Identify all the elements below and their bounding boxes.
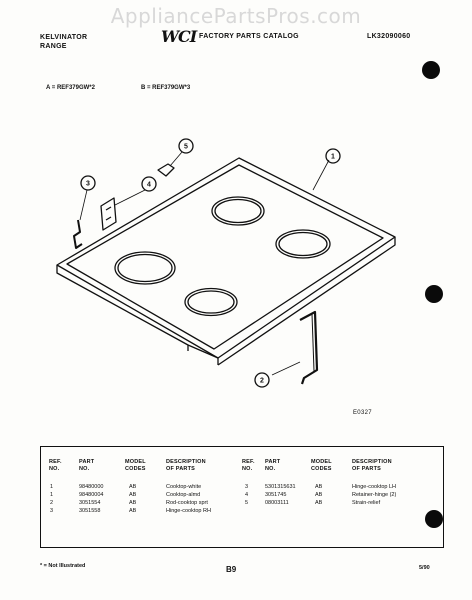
hinge-cooktop-part [74,220,82,248]
callout-label-4: 4 [147,181,151,189]
burner-opening-rear-left [212,197,264,225]
burner-opening-front-left [115,252,175,284]
leader-line-1 [313,160,329,190]
burner-opening-front-right-rim [188,291,234,313]
burner-opening-rear-left-rim [215,200,261,223]
footnote: * = Not Illustrated [40,563,86,569]
header-description: DESCRIPTION OF PARTS [352,459,392,472]
leader-line-2 [272,362,300,375]
leader-line-4 [115,190,145,205]
leader-line-3 [80,190,87,220]
burner-opening-rear-right-rim [279,233,327,256]
brand-name: KELVINATOR [40,34,88,41]
parts-table: REF. NO. PART NO. MODEL CODES DESCRIPTION OF PARTS REF. NO. PART NO. MODEL CODES DESCRIPTION OF PARTS 1 98480000 AB Cooktop-white 1 98480004 AB Cooktop-almd 2 3051554 AB Rod-cooktop sprt 3 3051558 AB Hinge-cooktop RH 3 5301315631 AB Hinge-cooktop LH 4 3051745 AB Retainer-hinge (2) 5 08003111 AB Strain-relief [40,446,444,548]
header-ref-no: REF. NO. [49,459,62,472]
wci-logo: WCI [161,27,197,46]
page-number: B9 [226,565,237,574]
burner-opening-front-right [185,289,237,316]
cooktop-inner-edge [67,165,383,349]
strain-relief-part [158,164,174,176]
header-description: DESCRIPTION OF PARTS [166,459,206,472]
burner-opening-front-left-rim [118,255,172,282]
header-ref-no: REF. NO. [242,459,255,472]
header-model-codes: MODEL CODES [125,459,146,472]
cooktop-right-lip [218,237,395,365]
retainer-hinge-slot [106,207,111,210]
header-part-no: PART NO. [265,459,281,472]
model-a-label: A = REF379GW*2 [46,85,95,91]
model-b-label: B = REF379GW*3 [141,85,191,91]
support-rod-edge [312,314,314,371]
callout-label-3: 3 [86,180,90,188]
retainer-hinge-slot [106,217,111,220]
page-date: 5/90 [419,565,430,571]
catalog-number: LK32090060 [367,33,411,40]
header-model-codes: MODEL CODES [311,459,332,472]
retainer-hinge-part [101,198,116,230]
watermark: AppliancePartsPros.com [110,4,362,28]
support-rod [300,312,317,384]
callout-label-5: 5 [184,143,188,151]
callout-label-1: 1 [331,153,335,161]
header-part-no: PART NO. [79,459,95,472]
product-type: RANGE [40,43,67,50]
catalog-title: FACTORY PARTS CATALOG [199,33,299,40]
burner-opening-rear-right [276,230,330,258]
diagram-code: E0327 [353,410,372,416]
callout-label-2: 2 [260,377,264,385]
leader-line-5 [170,152,182,166]
cooktop-outline [57,158,395,358]
